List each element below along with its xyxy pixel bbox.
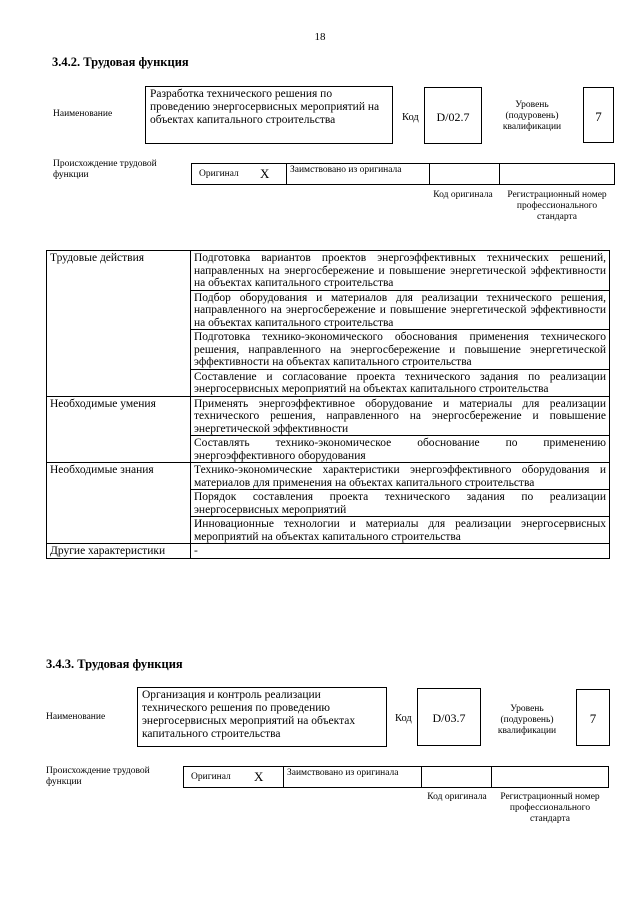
name-label-342: Наименование: [53, 109, 113, 119]
reg-num-label-343: Регистрационный номер профессионального стандарта: [500, 792, 600, 824]
original-mark-342: X: [260, 166, 270, 181]
name-label-343: Наименование: [46, 712, 106, 722]
original-label-343: Оригинал: [191, 772, 231, 782]
original-cell-342: [192, 164, 287, 184]
code-label-342: Код: [402, 112, 419, 123]
original-label-342: Оригинал: [199, 169, 239, 179]
table-row: [47, 251, 610, 291]
labor-action-item: Подготовка вариантов проектов энергоэффективных технических решений, направленных на энергосбережение и повышение энергетической эффективности на объектах капитального строительства: [191, 251, 610, 291]
knowledge-label: Необходимые знания: [47, 463, 191, 544]
skills-label: Необходимые умения: [47, 396, 191, 463]
original-mark-343: X: [254, 769, 264, 784]
table-row: [47, 463, 610, 490]
name-value-343: Организация и контроль реализации технического решения по проведению энергосервисных мероприятий на объектах капитального строительства: [137, 687, 387, 747]
reg-num-cell-343: [492, 767, 608, 787]
skill-item: Составлять технико-экономическое обоснование по применению энергоэффективного оборудования: [191, 436, 610, 463]
code-value-342: D/02.7: [424, 87, 482, 144]
knowledge-item: Инновационные технологии и материалы для реализации энергосервисных мероприятий на объектах капитального строительства: [191, 517, 610, 544]
other-label: Другие характеристики: [47, 544, 191, 559]
table-row: [47, 544, 610, 559]
code-value-343: D/03.7: [417, 688, 481, 746]
labor-action-item: Составление и согласование проекта технического задания по реализации энергосервисных мероприятий на объектах капитального строительства: [191, 369, 610, 396]
origin-label-343: Происхождение трудовой функции: [46, 766, 150, 787]
original-cell-343: [184, 767, 284, 787]
level-value-342: 7: [583, 87, 614, 143]
section-title-342: 3.4.2. Трудовая функция: [52, 55, 189, 69]
reg-num-label-342: Регистрационный номер профессионального стандарта: [507, 190, 607, 222]
origin-label-342: Происхождение трудовой функции: [53, 159, 157, 180]
skill-item: Применять энергоэффективное оборудование и материалы для реализации технического решения, направленного на энергосбережение и повышение энергетической эффективности: [191, 396, 610, 436]
level-label-343: Уровень (подуровень) квалификации: [497, 704, 557, 736]
level-label-342: Уровень (подуровень) квалификации: [502, 100, 562, 132]
labor-actions-label: Трудовые действия: [47, 251, 191, 397]
reg-num-cell-342: [500, 164, 614, 184]
code-orig-cell-342: [430, 164, 500, 184]
level-value-343: 7: [576, 689, 610, 746]
other-value: -: [191, 544, 610, 559]
code-orig-cell-343: [422, 767, 492, 787]
borrowed-label-343: Заимствовано из оригинала: [284, 767, 422, 787]
knowledge-item: Порядок составления проекта технического задания по реализации энергосервисных мероприятий: [191, 490, 610, 517]
labor-action-item: Подготовка технико-экономического обоснования применения технического решения, направленного на энергосбережение и повышение энергетической эффективности на объектах капитального строительства: [191, 330, 610, 370]
page-number: 18: [314, 31, 326, 43]
code-orig-label-343: Код оригинала: [427, 792, 487, 802]
section-title-343: 3.4.3. Трудовая функция: [46, 657, 183, 671]
competency-table: [46, 250, 610, 559]
code-orig-label-342: Код оригинала: [433, 190, 493, 200]
origin-row-343: [183, 766, 609, 788]
knowledge-item: Технико-экономические характеристики энергоэффективного оборудования и материалов для применения на объектах капитального строительства: [191, 463, 610, 490]
borrowed-label-342: Заимствовано из оригинала: [287, 164, 430, 184]
origin-row-342: [191, 163, 615, 185]
code-label-343: Код: [395, 713, 412, 724]
name-value-342: Разработка технического решения по проведению энергосервисных мероприятий на объектах капитального строительства: [145, 86, 393, 144]
labor-action-item: Подбор оборудования и материалов для реализации технического решения, направленного на энергосбережение и повышение энергетической эффективности на объектах капитального строительства: [191, 290, 610, 330]
table-row: [47, 396, 610, 436]
